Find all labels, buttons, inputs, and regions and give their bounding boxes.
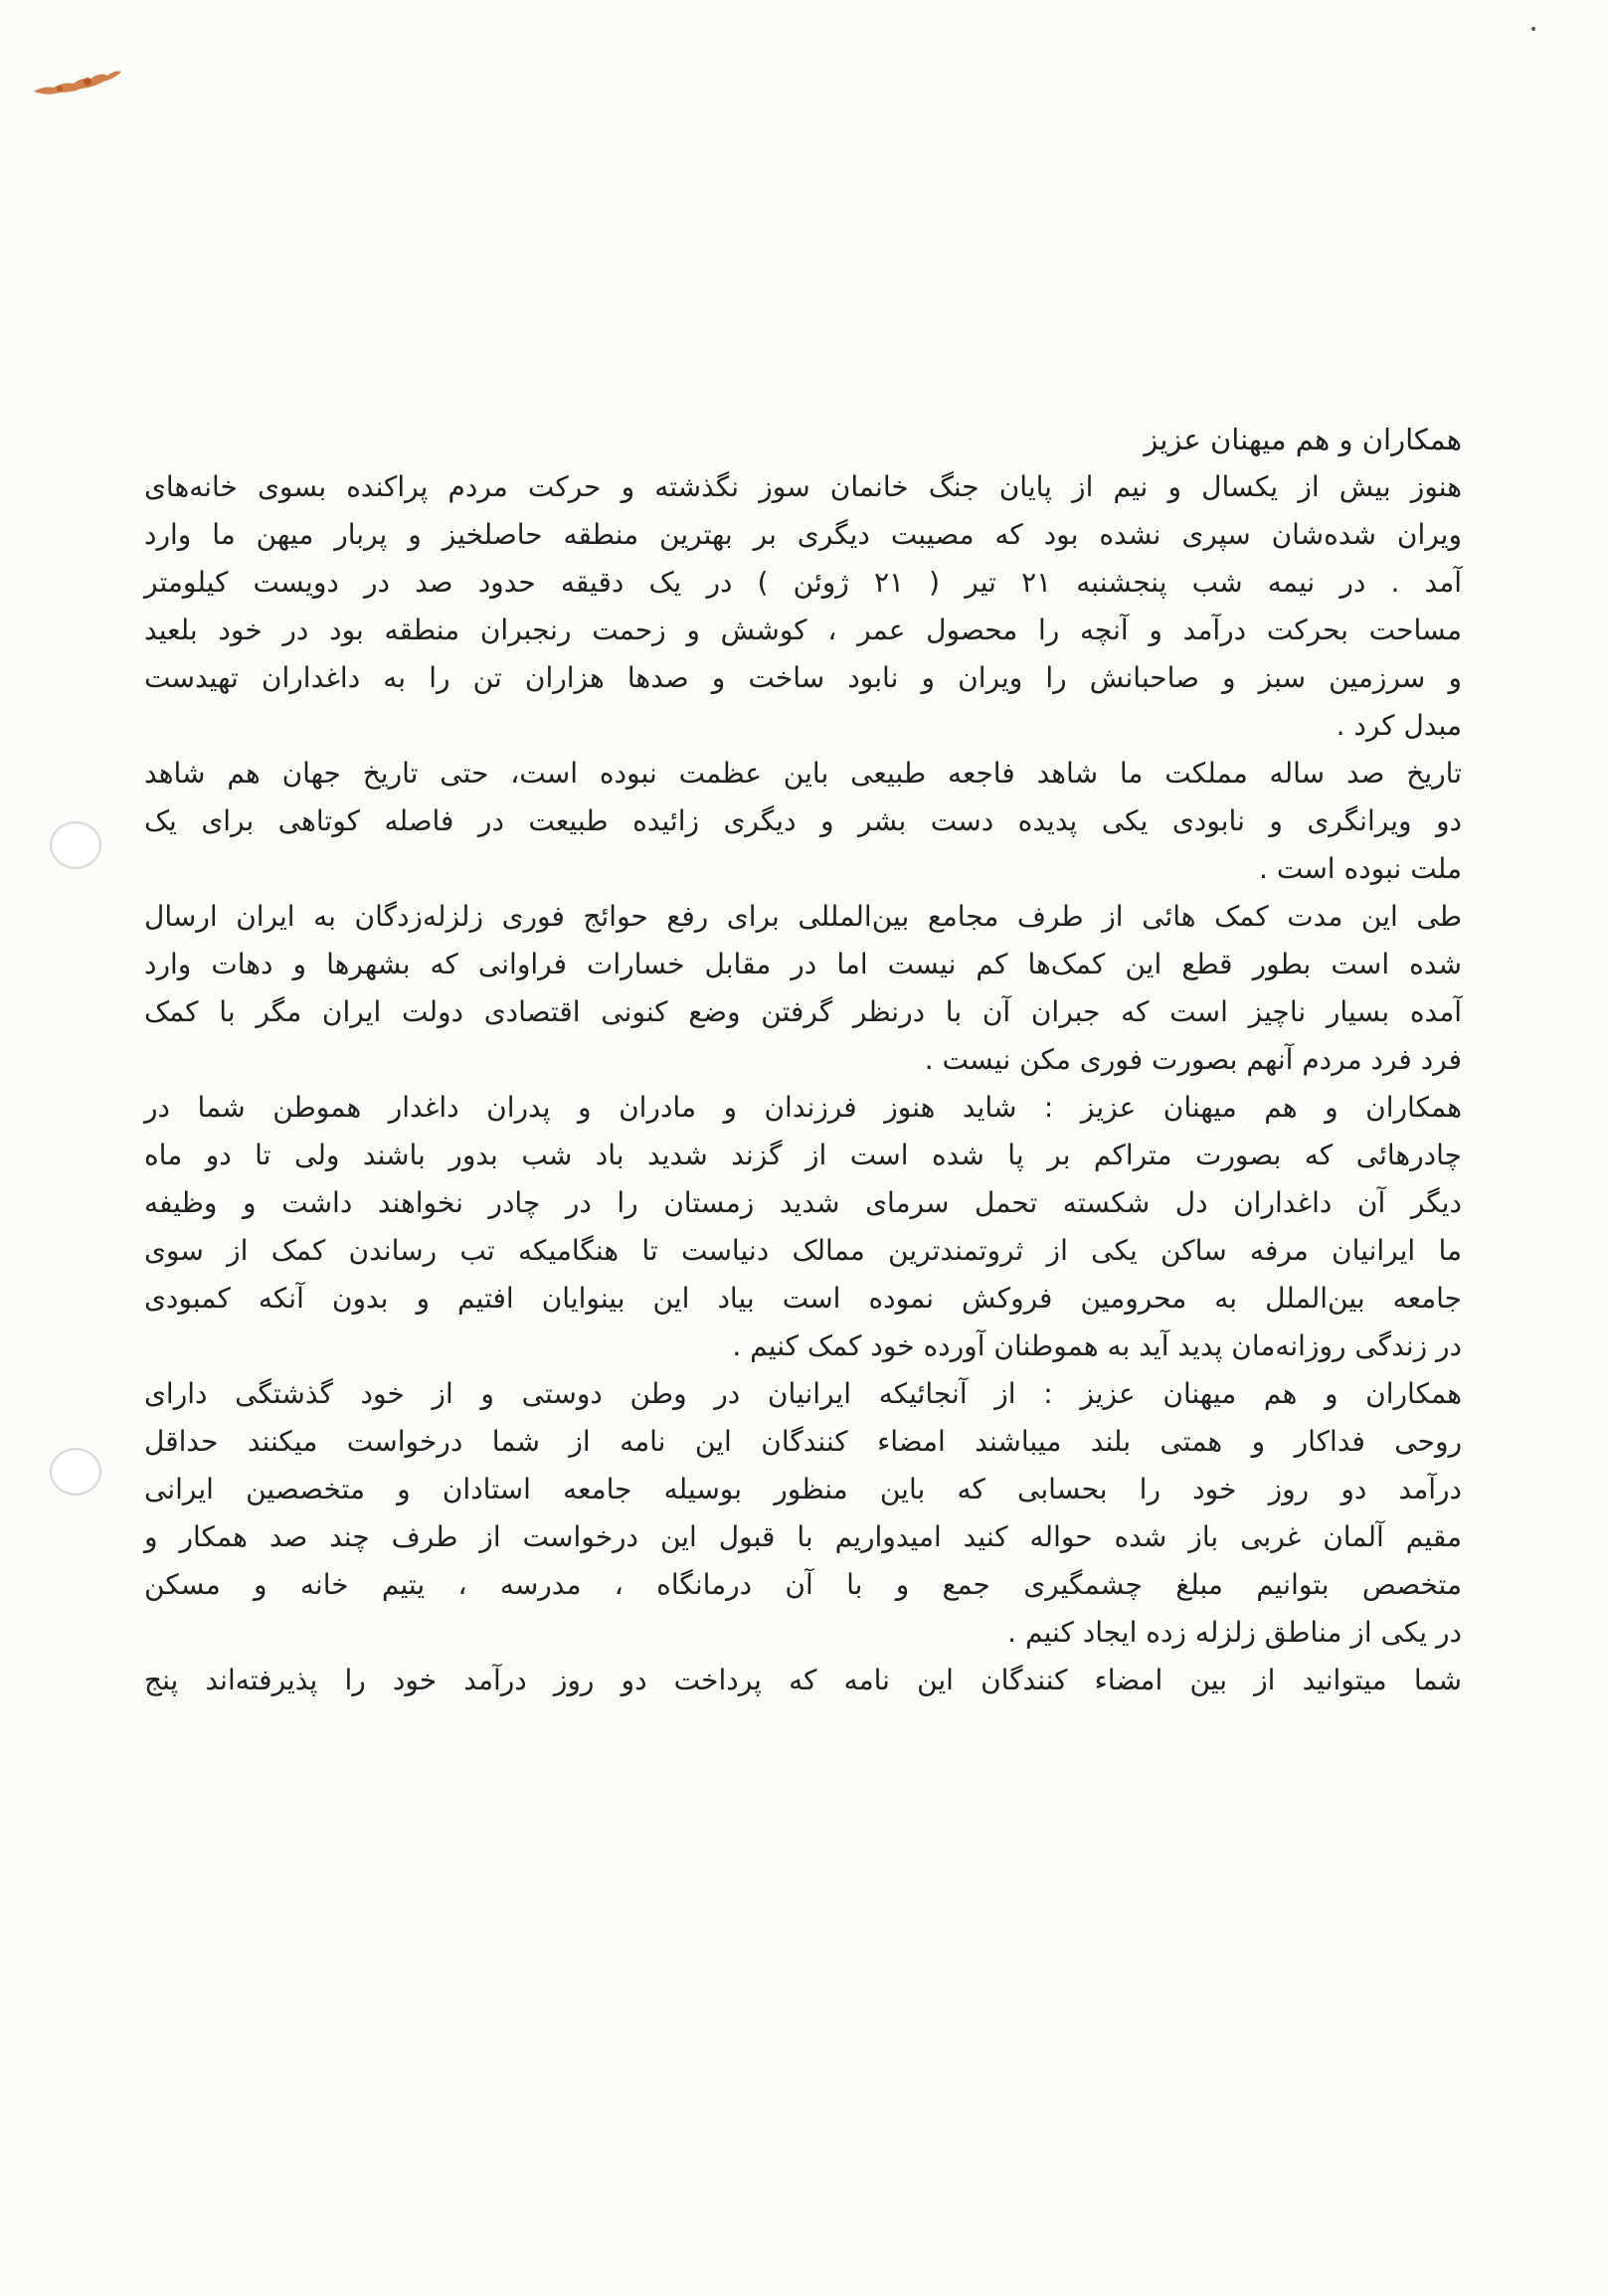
text-line: آمده بسیار ناچیز است که جبران آن با درنظر گرفتن وضع کنونی اقتصادی دولت ایران مگر با کمک bbox=[144, 995, 1462, 1028]
punch-hole bbox=[50, 821, 101, 869]
text-line: مبدل کرد . bbox=[1336, 709, 1462, 742]
text-line: و سرزمین سبز و صاحبانش را ویران و نابود ساخت و صدها هزاران تن را به داغداران تهیدست bbox=[144, 661, 1462, 694]
text-line: طی این مدت کمک هائی از طرف مجامع بین‌المللی برای رفع حوائج فوری زلزله‌زدگان به ایران ارسال bbox=[144, 900, 1462, 933]
text-line: فرد فرد مردم آنهم بصورت فوری مکن نیست . bbox=[924, 1043, 1462, 1076]
text-line: ما ایرانیان مرفه ساکن یکی از ثروتمندترین ممالک دنیاست تا هنگامیکه تب رساندن کمک از سوی bbox=[144, 1234, 1462, 1267]
text-line: درآمد دو روز خود را بحسابی که باین منظور بوسیله جامعه استادان و متخصصین ایرانی bbox=[144, 1473, 1462, 1505]
ink-speck bbox=[1531, 27, 1535, 31]
text-line: تاریخ صد ساله مملکت ما شاهد فاجعه طبیعی باین عظمت نبوده است، حتی تاریخ جهان هم شاهد bbox=[144, 757, 1462, 790]
text-line: شده است بطور قطع این کمک‌ها کم نیست اما در مقابل خسارات فراوانی که بشهرها و دهات وارد bbox=[144, 948, 1462, 980]
ink-stain bbox=[30, 62, 124, 101]
text-line: چادرهائی که بصورت متراکم بر پا شده است از گزند شدید باد شب بدور باشند ولی تا دو ماه bbox=[144, 1139, 1462, 1171]
text-line: شما میتوانید از بین امضاء کنندگان این نامه که پرداخت دو روز درآمد خود را پذیرفته‌اند پنج bbox=[144, 1664, 1462, 1696]
salutation: همکاران و هم میهنان عزیز bbox=[1144, 423, 1462, 456]
letter-body bbox=[144, 416, 1462, 2225]
text-line: در یکی از مناطق زلزله زده ایجاد کنیم . bbox=[1007, 1616, 1462, 1649]
text-line: هنوز بیش از یکسال و نیم از پایان جنگ خانمان سوز نگذشته و حرکت مردم پراکنده بسوی خانه‌های bbox=[144, 470, 1462, 503]
text-line: مساحت بحرکت درآمد و آنچه را محصول عمر ، کوشش و زحمت رنجبران منطقه بود در خود بلعید bbox=[144, 614, 1462, 646]
text-line: ویران شده‌شان سپری نشده بود که مصیبت دیگری بر بهترین منطقه حاصلخیز و پربار میهن ما وارد bbox=[144, 518, 1462, 551]
text-line: همکاران و هم میهنان عزیز : شاید هنوز فرزندان و مادران و پدران داغدار هموطن شما در bbox=[144, 1091, 1462, 1124]
text-line: جامعه بین‌الملل به محرومین فروکش نموده است بیاد این بینوایان افتیم و بدون آنکه کمبودی bbox=[144, 1282, 1462, 1315]
text-line: دو ویرانگری و نابودی یکی پدیده دست بشر و دیگری زائیده طبیعت در فاصله کوتاهی برای یک bbox=[144, 804, 1462, 837]
text-line: در زندگی روزانه‌مان پدید آید به هموطنان آورده خود کمک کنیم . bbox=[732, 1329, 1462, 1362]
text-line: همکاران و هم میهنان عزیز : از آنجائیکه ایرانیان در وطن دوستی و از خود گذشتگی دارای bbox=[144, 1377, 1462, 1410]
text-line: روحی فداکار و همتی بلند میباشند امضاء کنندگان این نامه از شما درخواست میکنند حداقل bbox=[144, 1425, 1462, 1458]
text-line: متخصص بتوانیم مبلغ چشمگیری جمع و با آن درمانگاه ، مدرسه ، یتیم خانه و مسکن bbox=[144, 1568, 1462, 1601]
punch-hole bbox=[50, 1448, 101, 1496]
text-line: ملت نبوده است . bbox=[1259, 852, 1462, 885]
text-line: مقیم آلمان غربی باز شده حواله کنید امیدواریم با قبول این درخواست از طرف چند صد همکار و bbox=[144, 1520, 1462, 1553]
text-line: دیگر آن داغداران دل شکسته تحمل سرمای شدید زمستان را در چادر نخواهند داشت و وظیفه bbox=[144, 1186, 1462, 1219]
text-line: آمد . در نیمه شب پنجشنبه ۲۱ تیر ( ۲۱ ژوئن ) در یک دقیقه حدود صد در دویست کیلومتر bbox=[144, 566, 1462, 599]
